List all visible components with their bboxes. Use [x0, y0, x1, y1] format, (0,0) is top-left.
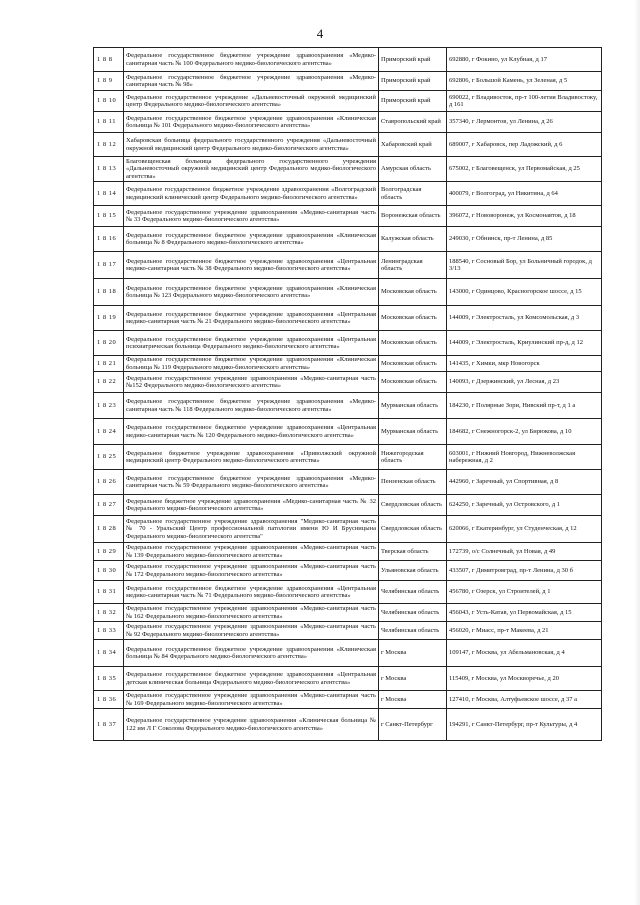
region-cell: г Москва	[379, 691, 447, 709]
institution-name-cell: Федеральное государственное бюджетное учреждение здравоохранения «Медико-санитарная часть № 118 Федерального медико-биологического агентства»	[124, 393, 379, 419]
table-row	[94, 604, 602, 622]
region-cell: Свердловская область	[379, 516, 447, 543]
table-row	[94, 157, 602, 182]
table-row	[94, 543, 602, 561]
table-row	[94, 419, 602, 445]
table-row	[94, 372, 602, 393]
row-number-cell: 1 8 8	[94, 48, 124, 72]
sheet-edge-shadow	[634, 0, 640, 905]
institution-name-cell: Федеральное государственное учреждение здравоохранения «Клиническая больница № 122 им Л Г Соколова Федерального медико-биологического агентства»	[124, 709, 379, 741]
table-row	[94, 445, 602, 470]
address-cell: 396072, г Нововоронеж, ул Космонавтов, д 18	[447, 206, 602, 227]
table-row	[94, 72, 602, 91]
institution-name-cell: Федеральное государственное учреждение «Дальневосточный окружной медицинский центр Федерального медико-биологического агентства»	[124, 91, 379, 112]
institution-name-cell: Хабаровская больница федерального государственного учреждения «Дальневосточный окружной медицинский центр Федерального медико-биологического агентства»	[124, 133, 379, 157]
region-cell: г Москва	[379, 667, 447, 691]
row-number-cell: 1 8 14	[94, 182, 124, 206]
table-row	[94, 561, 602, 581]
region-cell: Ульяновская область	[379, 561, 447, 581]
institution-name-cell: Федеральное государственное учреждение здравоохранения «Медико-санитарная часть № 172 Федерального медико-биологического агентства»	[124, 561, 379, 581]
region-cell: г Санкт-Петербург	[379, 709, 447, 741]
region-cell: Амурская область	[379, 157, 447, 182]
address-cell: 692806, г Большой Камень, ул Зеленая, д 5	[447, 72, 602, 91]
institutions-table	[93, 47, 602, 741]
institution-name-cell: Федеральное государственное бюджетное учреждение здравоохранения «Клиническая больница № 84 Федерального медико-биологического агентства»	[124, 640, 379, 667]
region-cell: Приморский край	[379, 48, 447, 72]
row-number-cell: 1 8 13	[94, 157, 124, 182]
address-cell: 620066, г Екатеринбург, ул Студенческая, д 12	[447, 516, 602, 543]
institution-name-cell: Федеральное государственное учреждение здравоохранения "Медико-санитарная часть № 70 - Уральский Центр профессиональной патологии имени Ю И Брусницына Федерального медико-биологического агентства"	[124, 516, 379, 543]
address-cell: 109147, г Москва, ул Абельмановская, д 4	[447, 640, 602, 667]
region-cell: Тверская область	[379, 543, 447, 561]
table-row	[94, 48, 602, 72]
row-number-cell: 1 8 25	[94, 445, 124, 470]
institution-name-cell: Федеральное государственное бюджетное учреждение здравоохранения «Медико-санитарная часть № 59 Федерального медико-биологического агентства»	[124, 470, 379, 495]
table-row	[94, 133, 602, 157]
table-row	[94, 112, 602, 133]
address-cell: 127410, г Москва, Алтуфьевское шоссе, д 37 а	[447, 691, 602, 709]
address-cell: 144009, г Электросталь, ул Комсомольская, д 3	[447, 306, 602, 331]
region-cell: Свердловская область	[379, 495, 447, 516]
address-cell: 184682, г Снежногорск-2, ул Бирюкова, д 10	[447, 419, 602, 445]
table-row	[94, 640, 602, 667]
address-cell: 624250, г Заречный, ул Островского, д 1	[447, 495, 602, 516]
row-number-cell: 1 8 30	[94, 561, 124, 581]
institution-name-cell: Федеральное государственное бюджетное учреждение здравоохранения «Клиническая больница № 123 Федерального медико-биологического агентства»	[124, 279, 379, 306]
institution-name-cell: Федеральное государственное бюджетное учреждение здравоохранения «Волгоградский медицинский клинический центр Федерального медико-биологического агентства»	[124, 182, 379, 206]
region-cell: Московская область	[379, 306, 447, 331]
region-cell: Ленинградская область	[379, 252, 447, 279]
table-row	[94, 306, 602, 331]
row-number-cell: 1 8 28	[94, 516, 124, 543]
address-cell: 442960, г Заречный, ул Спортивная, д 8	[447, 470, 602, 495]
region-cell: Мурманская область	[379, 393, 447, 419]
address-cell: 144009, г Электросталь, Криулинский пр-д, д 12	[447, 331, 602, 356]
region-cell: Ставропольский край	[379, 112, 447, 133]
address-cell: 141435, г Химки, мкр Новогорск	[447, 356, 602, 372]
row-number-cell: 1 8 29	[94, 543, 124, 561]
row-number-cell: 1 8 34	[94, 640, 124, 667]
address-cell: 249030, г Обнинск, пр-т Ленина, д 85	[447, 227, 602, 252]
institution-name-cell: Федеральное государственное учреждение здравоохранения «Медико-санитарная часть №152 Федерального медико-биологического агентства»	[124, 372, 379, 393]
institution-name-cell: Федеральное государственное бюджетное учреждение здравоохранения «Центральная медико-санитарная часть № 21 Федерального медико-биологического агентства»	[124, 306, 379, 331]
table-row	[94, 581, 602, 604]
institution-name-cell: Федеральное государственное учреждение здравоохранения «Медико-санитарная часть № 33 Федерального медико-биологического агентства»	[124, 206, 379, 227]
region-cell: Воронежская область	[379, 206, 447, 227]
region-cell: Приморский край	[379, 72, 447, 91]
row-number-cell: 1 8 17	[94, 252, 124, 279]
table-row	[94, 470, 602, 495]
address-cell: 690022, г Владивосток, пр-т 100-летия Владивостоку, д 161	[447, 91, 602, 112]
institution-name-cell: Федеральное государственное бюджетное учреждение здравоохранения «Центральная медико-санитарная часть № 71 Федерального медико-биологического агентства»	[124, 581, 379, 604]
institution-name-cell: Федеральное государственное бюджетное учреждение здравоохранения «Медико-санитарная часть № 100 Федерального медико-биологического агентства»	[124, 48, 379, 72]
region-cell: Московская область	[379, 331, 447, 356]
table-row	[94, 495, 602, 516]
region-cell: Приморский край	[379, 91, 447, 112]
institution-name-cell: Федеральное государственное учреждение здравоохранения «Медико-санитарная часть № 92 Федерального медико-биологического агентства»	[124, 622, 379, 640]
region-cell: Челябинская область	[379, 581, 447, 604]
address-cell: 603001, г Нижний Новгород, Нижневолжская набережная, д 2	[447, 445, 602, 470]
region-cell: Московская область	[379, 279, 447, 306]
region-cell: Московская область	[379, 356, 447, 372]
institution-name-cell: Благовещенская больница федерального государственного учреждения «Дальневосточный окружной медицинский центр Федерального медико-биологического агентства»	[124, 157, 379, 182]
row-number-cell: 1 8 36	[94, 691, 124, 709]
address-cell: 188540, г Сосновый Бор, ул Больничный городок, д 3/13	[447, 252, 602, 279]
table-row	[94, 206, 602, 227]
row-number-cell: 1 8 26	[94, 470, 124, 495]
row-number-cell: 1 8 15	[94, 206, 124, 227]
table-row	[94, 227, 602, 252]
row-number-cell: 1 8 27	[94, 495, 124, 516]
row-number-cell: 1 8 23	[94, 393, 124, 419]
address-cell: 456780, г Озерск, ул Строителей, д 1	[447, 581, 602, 604]
region-cell: Мурманская область	[379, 419, 447, 445]
row-number-cell: 1 8 16	[94, 227, 124, 252]
region-cell: Нижегородская область	[379, 445, 447, 470]
region-cell: Волгоградская область	[379, 182, 447, 206]
region-cell: Московская область	[379, 372, 447, 393]
region-cell: г Москва	[379, 640, 447, 667]
address-cell: 357340, г Лермонтов, ул Ленина, д 26	[447, 112, 602, 133]
address-cell: 675002, г Благовещенск, ул Первомайская, д 25	[447, 157, 602, 182]
institution-name-cell: Федеральное государственное бюджетное учреждение здравоохранения «Центральная психиатрическая больница Федерального медико-биологического агентства»	[124, 331, 379, 356]
row-number-cell: 1 8 11	[94, 112, 124, 133]
address-cell: 115409, г Москва, ул Москворечье, д 20	[447, 667, 602, 691]
table-row	[94, 182, 602, 206]
institution-name-cell: Федеральное государственное бюджетное учреждение здравоохранения «Клиническая больница № 101 Федерального медико-биологического агентства»	[124, 112, 379, 133]
table-row	[94, 356, 602, 372]
row-number-cell: 1 8 9	[94, 72, 124, 91]
row-number-cell: 1 8 33	[94, 622, 124, 640]
region-cell: Хабаровский край	[379, 133, 447, 157]
region-cell: Пензенская область	[379, 470, 447, 495]
address-cell: 184230, г Полярные Зори, Нивский пр-т, д 1 а	[447, 393, 602, 419]
address-cell: 433507, г Димитровград, пр-т Ленина, д 30 б	[447, 561, 602, 581]
table-row	[94, 279, 602, 306]
address-cell: 456020, г Миасс, пр-т Макеева, д 21	[447, 622, 602, 640]
table-row	[94, 667, 602, 691]
address-cell: 689007, г Хабаровск, пер Ладожский, д 6	[447, 133, 602, 157]
institution-name-cell: Федеральное государственное бюджетное учреждение здравоохранения «Центральная медико-санитарная часть № 38 Федерального медико-биологического агентства»	[124, 252, 379, 279]
row-number-cell: 1 8 22	[94, 372, 124, 393]
region-cell: Челябинская область	[379, 604, 447, 622]
row-number-cell: 1 8 24	[94, 419, 124, 445]
row-number-cell: 1 8 21	[94, 356, 124, 372]
institutions-table-body	[94, 48, 602, 741]
address-cell: 140093, г Дзержинский, ул Лесная, д 23	[447, 372, 602, 393]
institution-name-cell: Федеральное бюджетное учреждение здравоохранения «Медико-санитарная часть № 32 Федерального медико-биологического агентства»	[124, 495, 379, 516]
row-number-cell: 1 8 20	[94, 331, 124, 356]
institution-name-cell: Федеральное государственное бюджетное учреждение здравоохранения «Центральная медико-санитарная часть № 120 Федерального медико-биологического агентства»	[124, 419, 379, 445]
institution-name-cell: Федеральное государственное бюджетное учреждение здравоохранения «Клиническая больница № 8 Федерального медико-биологического агентства»	[124, 227, 379, 252]
table-row	[94, 622, 602, 640]
table-row	[94, 331, 602, 356]
table-row	[94, 691, 602, 709]
address-cell: 400079, г Волгоград, ул Никитина, д 64	[447, 182, 602, 206]
institution-name-cell: Федеральное государственное бюджетное учреждение здравоохранения «Центральная детская клиническая больница Федерального медико-биологического агентства»	[124, 667, 379, 691]
address-cell: 692880, г Фокино, ул Клубная, д 17	[447, 48, 602, 72]
row-number-cell: 1 8 31	[94, 581, 124, 604]
address-cell: 194291, г Санкт-Петербург, пр-т Культуры, д 4	[447, 709, 602, 741]
table-row	[94, 393, 602, 419]
row-number-cell: 1 8 35	[94, 667, 124, 691]
region-cell: Челябинская область	[379, 622, 447, 640]
table-row	[94, 91, 602, 112]
address-cell: 143000, г Одинцово, Красногорское шоссе, д 15	[447, 279, 602, 306]
row-number-cell: 1 8 10	[94, 91, 124, 112]
address-cell: 456043, г Усть-Катав, ул Первомайская, д 15	[447, 604, 602, 622]
row-number-cell: 1 8 12	[94, 133, 124, 157]
row-number-cell: 1 8 19	[94, 306, 124, 331]
page-number: 4	[316, 26, 324, 41]
row-number-cell: 1 8 32	[94, 604, 124, 622]
institution-name-cell: Федеральное государственное бюджетное учреждение здравоохранения «Медико-санитарная часть № 98»	[124, 72, 379, 91]
table-row	[94, 709, 602, 741]
row-number-cell: 1 8 18	[94, 279, 124, 306]
institution-name-cell: Федеральное государственное учреждение здравоохранения «Медико-санитарная часть № 162 Федерального медико-биологического агентства»	[124, 604, 379, 622]
row-number-cell: 1 8 37	[94, 709, 124, 741]
table-row	[94, 252, 602, 279]
institution-name-cell: Федеральное государственное учреждение здравоохранения «Медико-санитарная часть № 169 Федерального медико-биологического агентства»	[124, 691, 379, 709]
institution-name-cell: Федеральное государственное учреждение здравоохранения «Медико-санитарная часть № 139 Федерального медико-биологического агентства»	[124, 543, 379, 561]
institution-name-cell: Федеральное государственное бюджетное учреждение здравоохранения «Клиническая больница № 119 Федерального медико-биологического агентства»	[124, 356, 379, 372]
region-cell: Калужская область	[379, 227, 447, 252]
address-cell: 172739, о/с Солнечный, ул Новая, д 49	[447, 543, 602, 561]
table-row	[94, 516, 602, 543]
institution-name-cell: Федеральное бюджетное учреждение здравоохранения «Приволжский окружной медицинский центр Федерального медико-биологического агентства»	[124, 445, 379, 470]
